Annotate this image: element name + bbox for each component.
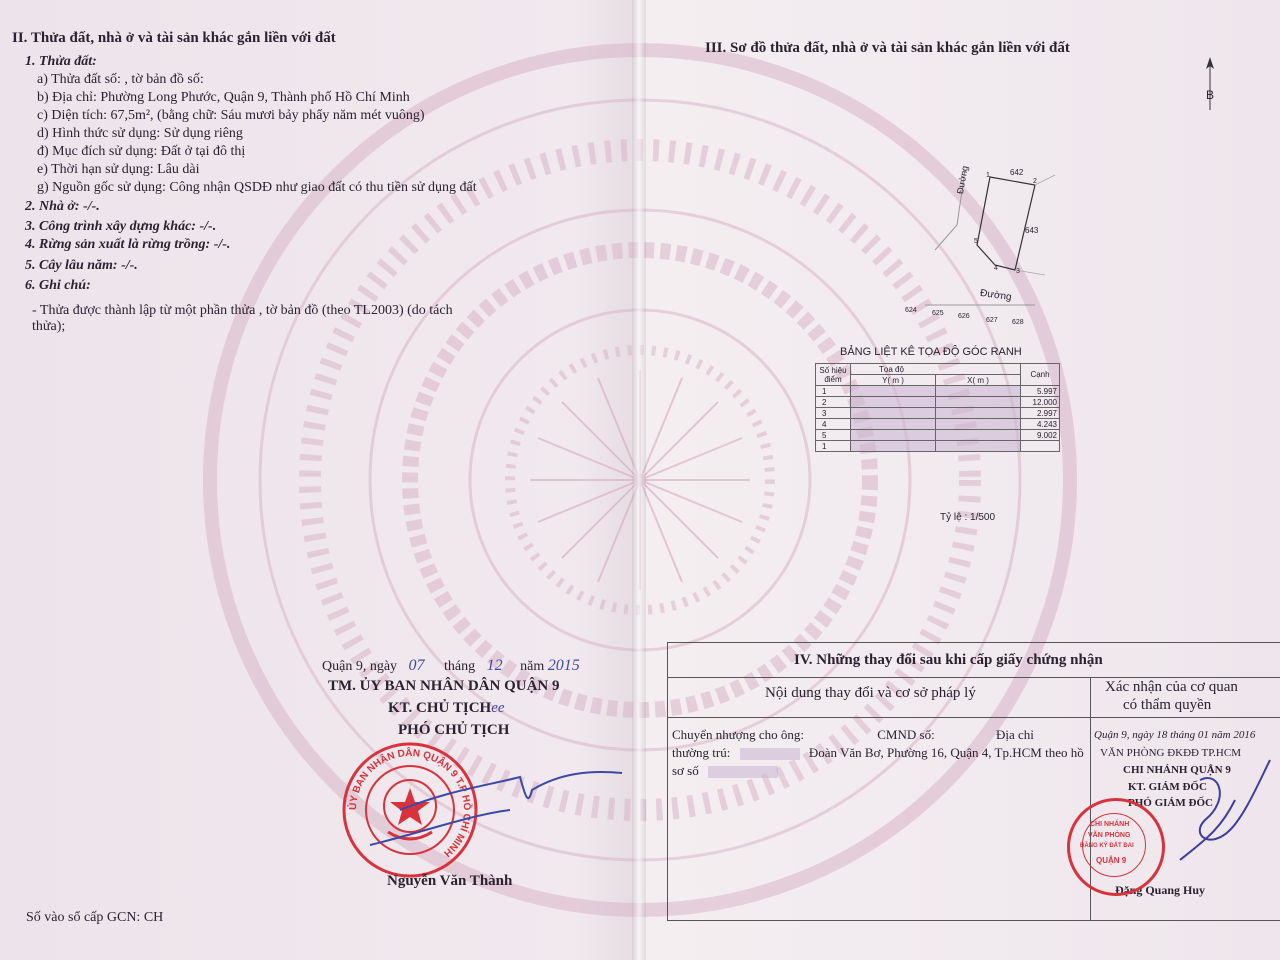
land-line: e) Thời hạn sử dụng: Lâu dài xyxy=(37,162,200,177)
other-works-line: 3. Công trình xây dựng khác: -/-. xyxy=(25,219,217,234)
change-address: Đoàn Văn Bơ, Phường 16, Quận 4, Tp.HCM theo hồ xyxy=(808,745,1084,760)
table-row xyxy=(816,419,1060,430)
notes-heading: 6. Ghi chú: xyxy=(25,278,91,293)
redacted-box xyxy=(740,748,800,760)
date-day: 07 xyxy=(408,657,425,674)
note-line: - Thửa được thành lập từ một phần thửa , tờ bản đồ (theo TL2003) (do tách xyxy=(32,303,453,318)
col-y: Y( m ) xyxy=(851,375,936,386)
y-cell xyxy=(851,386,936,397)
land-line: b) Địa chỉ: Phường Long Phước, Quận 9, Thành phố Hồ Chí Minh xyxy=(37,90,410,105)
row-edge xyxy=(1021,441,1060,452)
y-cell xyxy=(851,408,936,419)
change-line xyxy=(672,745,1084,761)
content-col-label: Nội dung thay đổi và cơ sở pháp lý xyxy=(765,685,976,701)
x-cell xyxy=(936,419,1021,430)
point-label: 3 xyxy=(1016,268,1020,275)
table-row xyxy=(816,397,1060,408)
confirm-col-line2: có thẩm quyền xyxy=(1123,697,1212,713)
coord-table xyxy=(815,363,1060,452)
note-line: thửa); xyxy=(32,319,66,334)
row-point: 4 xyxy=(816,419,851,430)
confirm-col-line1: Xác nhận của cơ quan xyxy=(1105,679,1238,695)
x-cell xyxy=(936,408,1021,419)
land-line: d) Hình thức sử dụng: Sử dụng riêng xyxy=(37,126,243,141)
perennial-line: 5. Cây lâu năm: -/-. xyxy=(25,258,138,273)
col-edge: Cạnh xyxy=(1021,364,1060,386)
row-point: 3 xyxy=(816,408,851,419)
signer-name-left: Nguyễn Văn Thành xyxy=(387,873,513,889)
y-cell xyxy=(851,441,936,452)
vice-director: PHÓ GIÁM ĐỐC xyxy=(1128,797,1213,809)
change-dossier: sơ số xyxy=(672,763,699,778)
changes-header xyxy=(668,643,1280,678)
branch-name: CHI NHÁNH QUẬN 9 xyxy=(1123,764,1231,776)
col-point xyxy=(816,364,851,386)
scale-label: Tỷ lệ : 1/500 xyxy=(940,512,996,523)
change-address-label: Địa chỉ xyxy=(995,727,1034,742)
change-residence: thường trú: xyxy=(672,745,731,760)
x-cell xyxy=(936,386,1021,397)
change-id: CMND số: xyxy=(877,727,935,742)
date-month: 12 xyxy=(486,657,503,674)
point-label: 2 xyxy=(1033,178,1037,185)
change-transfer: Chuyển nhượng cho ông: xyxy=(672,727,804,742)
redacted-box xyxy=(708,766,778,778)
forest-line: 4. Rừng sản xuất là rừng trồng: -/-. xyxy=(25,237,231,252)
row-edge: 5.997 xyxy=(1021,386,1060,397)
x-cell xyxy=(936,397,1021,408)
bottom-parcel: 628 xyxy=(1012,319,1024,326)
north-arrow-icon xyxy=(1195,55,1225,115)
bottom-parcel: 627 xyxy=(986,317,998,324)
office-name: VĂN PHÒNG ĐKĐĐ TP.HCM xyxy=(1100,747,1241,759)
point-label: 1 xyxy=(986,172,990,179)
land-line: c) Diện tích: 67,5m², (bằng chữ: Sáu mươi bảy phẩy năm mét vuông) xyxy=(37,108,425,123)
north-label: B xyxy=(1206,88,1215,102)
land-line: g) Nguồn gốc sử dụng: Công nhận QSDĐ như giao đất có thu tiền sử dụng đất xyxy=(37,180,477,195)
row-point: 2 xyxy=(816,397,851,408)
row-point: 1 xyxy=(816,386,851,397)
parcel-642: 642 xyxy=(1010,168,1024,177)
page-fold xyxy=(632,0,646,960)
col-point-line2: điểm xyxy=(824,374,842,384)
table-row xyxy=(816,430,1060,441)
stamp-line: CHI NHÁNH xyxy=(1090,821,1130,828)
land-line: a) Thửa đất số: , tờ bản đồ số: xyxy=(37,72,204,87)
x-cell xyxy=(936,441,1021,452)
kt-text: KT. CHỦ TỊCH xyxy=(388,700,492,716)
bottom-parcel: 625 xyxy=(932,310,944,317)
parcel-sketch xyxy=(895,165,1065,335)
authority-title: TM. ỦY BAN NHÂN DÂN QUẬN 9 xyxy=(328,678,560,694)
stamp-line: VĂN PHÒNG xyxy=(1088,832,1131,839)
row-edge: 2.997 xyxy=(1021,408,1060,419)
section-iv-title: IV. Những thay đổi sau khi cấp giấy chứng nhận xyxy=(794,652,1103,668)
point-label: 4 xyxy=(994,265,998,272)
register-number: Số vào sổ cấp GCN: CH xyxy=(26,910,164,925)
confirm-date: Quận 9, ngày 18 tháng 01 năm 2016 xyxy=(1094,729,1256,741)
change-line xyxy=(672,763,778,779)
change-line xyxy=(672,727,1034,743)
signature-left xyxy=(360,755,630,850)
point-label: 5 xyxy=(974,238,978,245)
land-heading: 1. Thửa đất: xyxy=(25,54,97,69)
kt-title xyxy=(388,700,505,717)
row-point: 5 xyxy=(816,430,851,441)
kt-mark: ee xyxy=(491,700,505,716)
confirm-col-header xyxy=(1091,677,1280,718)
y-cell xyxy=(851,397,936,408)
row-edge: 12.000 xyxy=(1021,397,1060,408)
section-iii-title: III. Sơ đồ thửa đất, nhà ở và tài sản khác gắn liền với đất xyxy=(705,40,1070,56)
y-cell xyxy=(851,419,936,430)
date-prefix: Quận 9, ngày xyxy=(322,659,398,674)
kt-director: KT. GIÁM ĐỐC xyxy=(1128,781,1207,793)
road-label-bottom: Đường xyxy=(979,287,1013,304)
signature-right xyxy=(1110,740,1280,890)
row-edge: 9.002 xyxy=(1021,430,1060,441)
coord-table-title: BẢNG LIỆT KÊ TỌA ĐỘ GÓC RANH xyxy=(840,346,1022,358)
road-label-top: Đường xyxy=(955,164,970,195)
table-row xyxy=(816,441,1060,452)
col-x: X( m ) xyxy=(936,375,1021,386)
parcel-643: 643 xyxy=(1025,226,1039,235)
date-year-word: năm xyxy=(520,659,545,674)
bottom-parcel: 624 xyxy=(905,307,917,314)
content-col-header xyxy=(668,677,1090,718)
x-cell xyxy=(936,430,1021,441)
table-row xyxy=(816,408,1060,419)
table-row xyxy=(816,386,1060,397)
col-point-line1: Số hiệu xyxy=(819,365,847,375)
vice-title: PHÓ CHỦ TỊCH xyxy=(398,722,510,738)
stamp-line: QUẬN 9 xyxy=(1096,856,1127,865)
land-line: đ) Mục đích sử dụng: Đất ở tại đô thị xyxy=(37,144,246,159)
bottom-parcel: 626 xyxy=(958,313,970,320)
row-point: 1 xyxy=(816,441,851,452)
section-ii-title: II. Thửa đất, nhà ở và tài sản khác gắn liền với đất xyxy=(12,30,336,46)
house-line: 2. Nhà ở: -/-. xyxy=(25,199,100,214)
row-edge: 4.243 xyxy=(1021,419,1060,430)
date-year: 2015 xyxy=(547,657,580,674)
col-coords: Tọa độ xyxy=(851,364,1021,375)
y-cell xyxy=(851,430,936,441)
date-month-word: tháng xyxy=(444,659,476,674)
stamp-line: ĐĂNG KÝ ĐẤT ĐAI xyxy=(1080,843,1134,849)
stamp-ring-text: ỦY BAN NHÂN DÂN QUẬN 9 T.P HỒ CHÍ MINH xyxy=(347,747,473,859)
signer-name-right: Đặng Quang Huy xyxy=(1115,883,1206,897)
issue-date xyxy=(322,657,580,675)
